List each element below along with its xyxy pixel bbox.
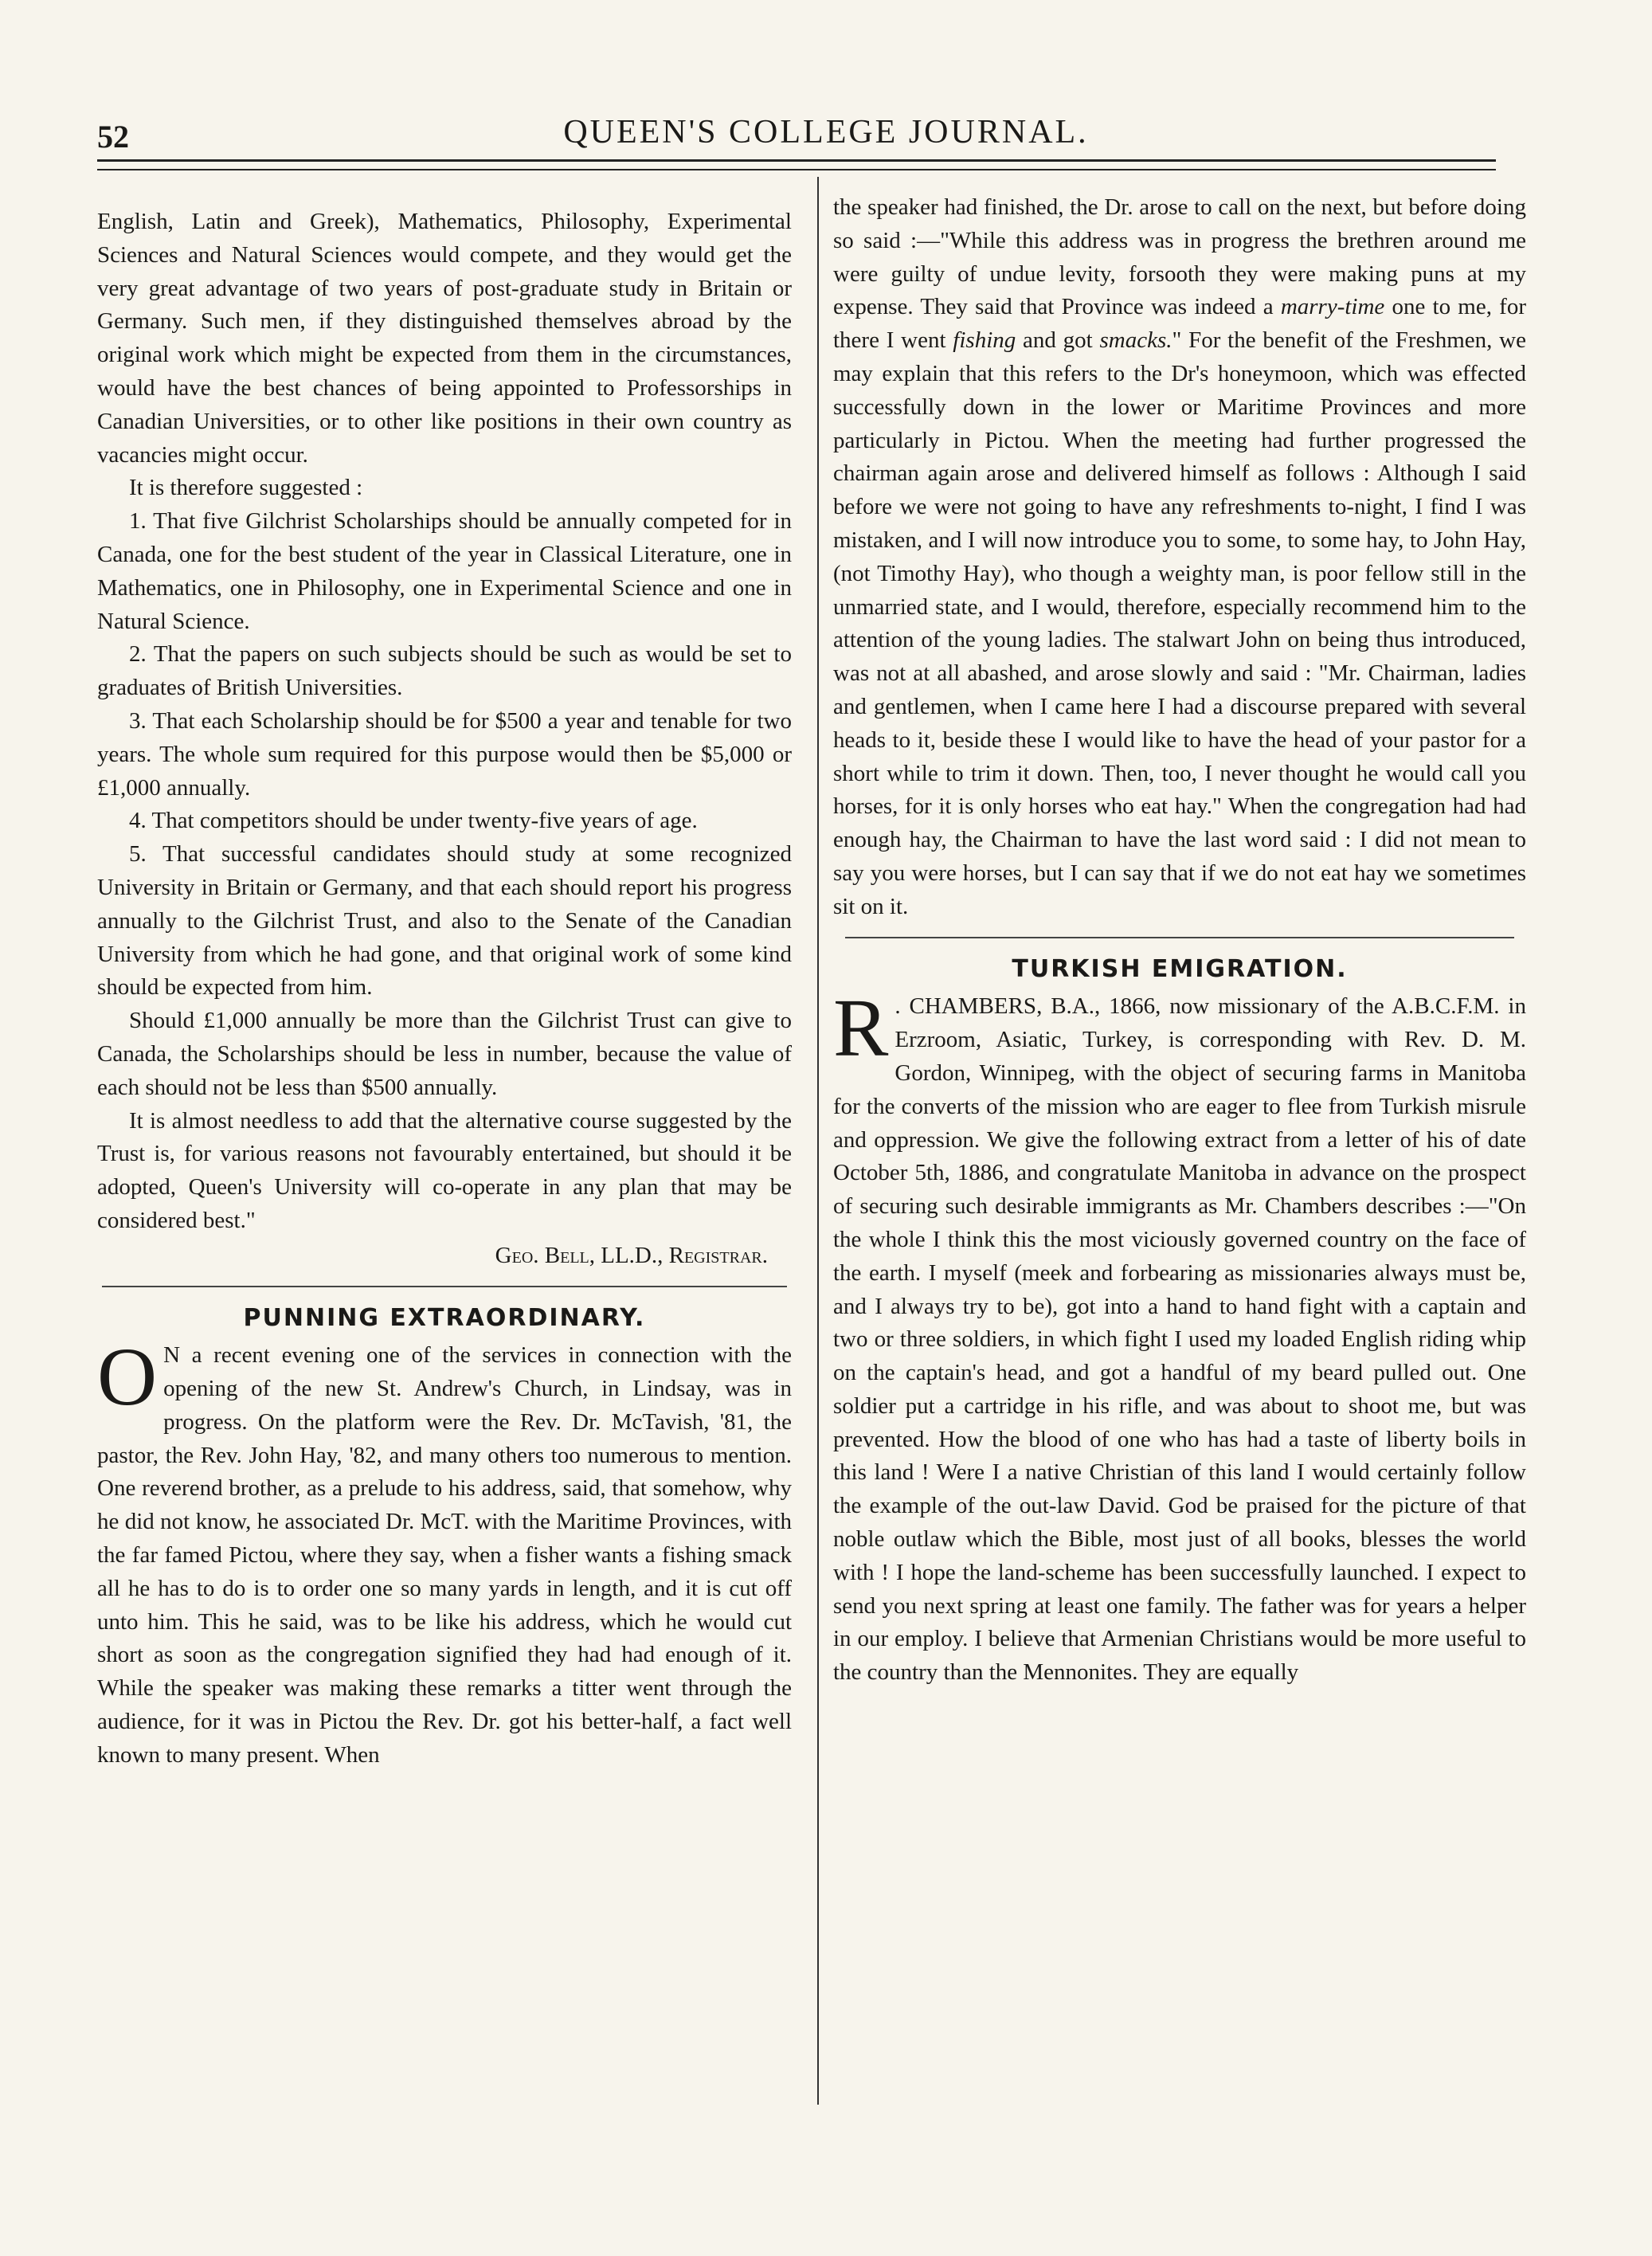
journal-title: QUEEN'S COLLEGE JOURNAL. (563, 114, 1089, 151)
punning-cont-text: the speaker had finished, the Dr. arose to call on the next, but before doing so said :—"While this address was in progress the brethren around me were guilty of undue levity, forsooth they were making puns at my expense. They said that Province was indeed a (833, 194, 1526, 320)
left-column (97, 206, 792, 1772)
section-separator (102, 1286, 787, 1287)
gilchrist-paragraph: 4. That competitors should be under twenty-five years of age. (129, 808, 698, 834)
pun-fishing: fishing (953, 327, 1016, 354)
punning-text: N a recent evening one of the services in connection with the opening of the new St. Andrew's Church, in Lindsay, was in progress. On the platform were the Rev. Dr. McTavish, '81, the pastor, the Rev. John Hay, '82, and many others too numerous to mention. One reverend brother, as a prelude to his address, said, that somehow, why he did not know, he associated Dr. McT. with the Maritime Provinces, with the far famed Pictou, where they say, when a fisher wants a fishing smack all he has to do is to order one so many yards in length, and it is cut off unto him. This he said, was to be like his address, which he would cut short as soon as the congregation signified they had had enough of it. While the speaker was making these remarks a titter went through the audience, for it was in Pictou the Rev. Dr. got his better-half, a fact well known to many present. When (97, 1342, 792, 1768)
gilchrist-paragraph: 5. That successful candidates should study at some recognized University in Britain or Germany, and that each should report his progress annually to the Gilchrist Trust, and also to the Senate of the Canadian University from which he had gone, and that original work of some kind should be expected from him. (97, 841, 792, 1001)
drop-cap: R (833, 982, 889, 1075)
turkish-text: . CHAMBERS, B.A., 1866, now missionary of the A.B.C.F.M. in Erzroom, Asiatic, Turkey, is corresponding with Rev. D. M. Gordon, Winnipeg, with the object of securing farms in Manitoba for the converts of the mission who are eager to flee from Turkish misrule and oppression. We give the following extract from a letter of his of date October 5th, 1886, and congratulate Manitoba in advance on the prospect of securing such desirable immigrants as Mr. Chambers describes :—"On the whole I think this the most viciously governed country on the face of the earth. I myself (meek and forbearing as missionaries always must be, and I always try to be), got into a hand to hand fight with a captain and two or three soldiers, in which fight I used my loaded English riding whip on the captain's head, and got a handful of my beard pulled out. One soldier put a cartridge in his rifle, and was about to shoot me, but was prevented. How the blood of one who has had a taste of liberty boils in this land ! Were I a native Christian of this land I would certainly follow the example of the out-law David. God be praised for the picture of that noble outlaw which the Bible, most just of all books, blesses the world with ! I hope the land-scheme has been successfully launched. I expect to send you next spring at least one family. The father was for years a helper in our employ. I believe that Armenian Christians would be more useful to the country than the Mennonites. They are equally (833, 993, 1526, 1686)
registrar-signature: Geo. Bell, LL.D., Registrar. (495, 1242, 768, 1268)
right-column (833, 191, 1526, 1690)
punning-cont-text: and got (1016, 327, 1100, 354)
gilchrist-paragraph: It is therefore suggested : (129, 475, 363, 501)
punning-cont-text: " For the benefit of the Freshmen, we may explain that this refers to the Dr's honeymoon, which was effected successfully down in the lower or Maritime Provinces and more particularly in Pictou. When the meeting had further progressed the chairman again arose and delivered himself as follows : Although I said before we were not going to have any refreshments to-night, I find I was mistaken, and I will now introduce you to some, to some hay, to John Hay, (not Timothy Hay), who though a weighty man, is poor fellow still in the unmarried state, and I would, therefore, especially recommend him to the attention of the young ladies. The stalwart John on being thus introduced, was not at all abashed, and arose slowly and said : "Mr. Chairman, ladies and gentlemen, when I came here I had a discourse prepared with several heads to it, beside these I would like to have the head of your pastor for a short while to trim it down. Then, too, I never thought he would call you horses, for it is only horses who eat hay." When the congregation had had enough hay, the Chairman to have the last word said : I did not mean to say you were horses, but I can say that if we do not eat hay we sometimes sit on it. (833, 327, 1526, 919)
punning-headline: PUNNING EXTRAORDINARY. (243, 1303, 646, 1332)
section-separator (845, 937, 1514, 938)
punning-cont-text: one to me, for there I went (833, 294, 1526, 354)
pun-marry-time: marry-time (1280, 294, 1385, 320)
column-divider (817, 177, 819, 2105)
header-rule (97, 159, 1496, 162)
page-number: 52 (97, 119, 129, 155)
gilchrist-paragraph: English, Latin and Greek), Mathematics, Philosophy, Experimental Sciences and Natural Sciences would compete, and they would get the very great advantage of two years of post-graduate study in Britain or Germany. Such men, if they distinguished themselves abroad by the original work which might be expected from them in the circumstances, would have the best chances of being appointed to Professorships in Canadian Universities, or to other like positions in their own country as vacancies might occur. (97, 209, 792, 468)
turkish-headline: TURKISH EMIGRATION. (1012, 954, 1348, 983)
gilchrist-paragraph: 2. That the papers on such subjects should be such as would be set to graduates of British Universities. (97, 641, 792, 701)
header-rule-thin (97, 169, 1496, 170)
gilchrist-paragraph: 3. That each Scholarship should be for $500 a year and tenable for two years. The whole sum required for this purpose would then be $5,000 or £1,000 annually. (97, 707, 792, 801)
punning-paragraph (97, 1331, 792, 1772)
punning-continuation (833, 191, 1526, 924)
gilchrist-paragraph: Should £1,000 annually be more than the Gilchrist Trust can give to Canada, the Scholarships should be less in number, because the value of each should not be less than $500 annually. (97, 1008, 792, 1100)
drop-cap: O (97, 1331, 158, 1424)
turkish-paragraph (833, 982, 1526, 1690)
gilchrist-paragraph: 1. That five Gilchrist Scholarships should be annually competed for in Canada, one for the best student of the year in Classical Literature, one in Mathematics, one in Philosophy, one in Experimental Science and one in Natural Science. (97, 508, 792, 634)
pun-smacks: smacks. (1099, 327, 1172, 354)
gilchrist-paragraph: It is almost needless to add that the alternative course suggested by the Trust is, for various reasons not favourably entertained, but should it be adopted, Queen's University will co-operate in any plan that may be considered best." (97, 1107, 792, 1233)
